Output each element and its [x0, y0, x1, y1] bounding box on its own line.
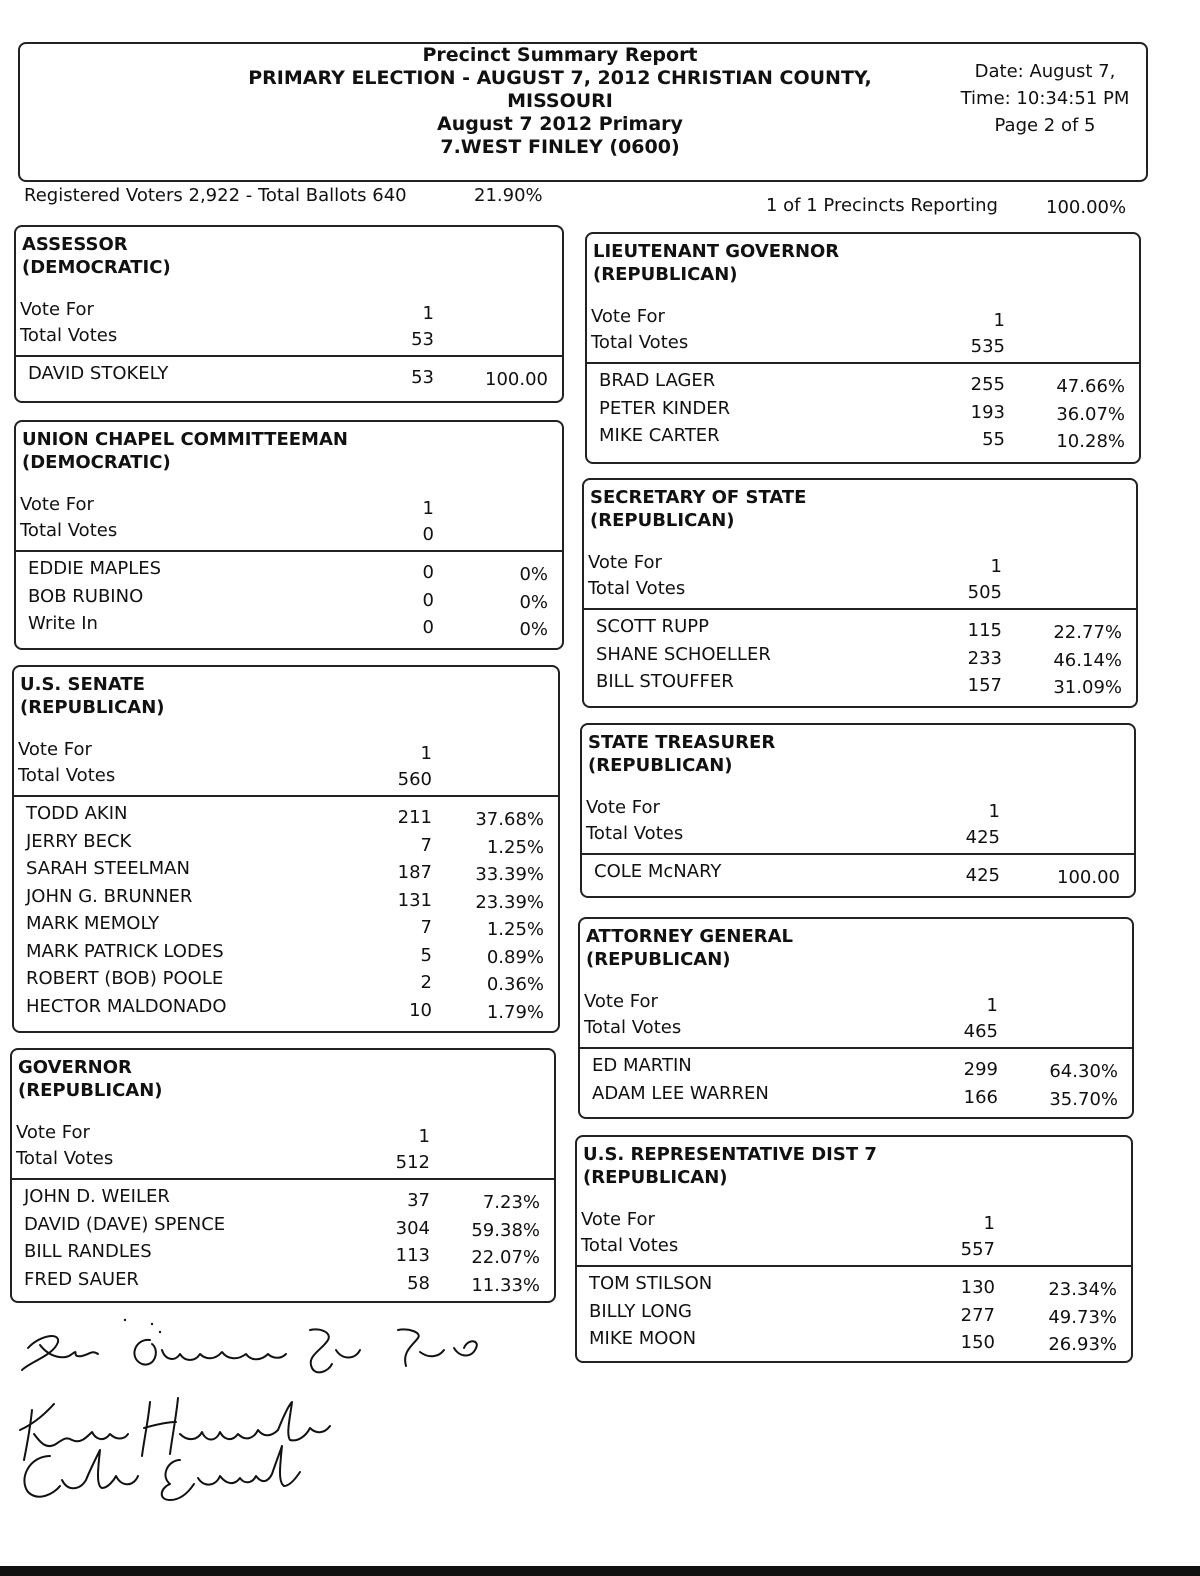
- total-votes-label: Total Votes: [16, 1148, 114, 1169]
- candidate-pct: 37.68%: [475, 809, 544, 830]
- candidate-votes: 304: [395, 1217, 430, 1239]
- bottom-scan-edge: [0, 1566, 1200, 1576]
- race-title: [22, 233, 171, 279]
- candidate-name: JOHN D. WEILER: [24, 1186, 170, 1207]
- candidate-votes: 130: [960, 1277, 995, 1298]
- race-divider: [580, 1047, 1132, 1049]
- vote-for-value: 1: [422, 303, 434, 324]
- race-title: [593, 240, 839, 286]
- candidate-name: PETER KINDER: [599, 397, 731, 419]
- total-votes-value: 53: [411, 329, 434, 350]
- vote-for-label: Vote For: [586, 797, 660, 818]
- candidate-votes: 7: [420, 834, 432, 856]
- candidate-votes: 0: [422, 617, 434, 638]
- candidate-pct: 35.70%: [1049, 1088, 1118, 1110]
- race-office: LIEUTENANT GOVERNOR: [593, 241, 840, 262]
- candidate-name: SHANE SCHOELLER: [596, 643, 771, 665]
- candidate-votes: 55: [982, 429, 1005, 450]
- vote-for-value: 1: [988, 801, 1000, 822]
- total-votes-value: 425: [965, 827, 1000, 848]
- candidate-pct: 1.79%: [486, 1001, 544, 1023]
- candidate-pct: 31.09%: [1053, 677, 1122, 698]
- race-divider: [12, 1178, 554, 1180]
- race-title: [583, 1143, 877, 1189]
- candidate-votes: 425: [965, 865, 1000, 886]
- vote-for-value: 1: [420, 743, 432, 764]
- candidate-name: BILL STOUFFER: [596, 671, 734, 692]
- vote-for-value: 1: [993, 310, 1005, 331]
- candidate-votes: 53: [411, 367, 434, 388]
- candidate-votes: 131: [397, 889, 432, 911]
- candidate-votes: 233: [967, 647, 1002, 669]
- race-party: (REPUBLICAN): [593, 264, 738, 285]
- race-party: (REPUBLICAN): [18, 1080, 163, 1101]
- candidate-votes: 113: [395, 1245, 430, 1266]
- report-page: Page 2 of 5: [994, 115, 1096, 136]
- total-votes-label: Total Votes: [588, 578, 686, 599]
- race-divider: [577, 1265, 1131, 1267]
- candidate-pct: 26.93%: [1048, 1334, 1117, 1355]
- candidate-name: SCOTT RUPP: [596, 616, 709, 637]
- candidate-pct: 11.33%: [471, 1274, 540, 1296]
- candidate-pct: 0%: [519, 564, 548, 585]
- total-votes-label: Total Votes: [591, 332, 689, 353]
- vote-for-label: Vote For: [18, 739, 92, 760]
- total-votes-value: 465: [963, 1021, 998, 1042]
- vote-for-label: Vote For: [584, 991, 658, 1012]
- total-votes-label: Total Votes: [20, 325, 118, 346]
- vote-for-label: Vote For: [581, 1209, 655, 1230]
- candidate-votes: 115: [967, 620, 1002, 641]
- candidate-votes: 150: [960, 1332, 995, 1353]
- race-governor: [10, 1048, 556, 1303]
- candidate-pct: 1.25%: [486, 836, 544, 858]
- candidate-name: BRAD LAGER: [599, 370, 716, 391]
- race-lieutenant-governor: [585, 232, 1141, 464]
- candidate-pct: 100.00: [485, 369, 548, 390]
- candidate-name: MARK MEMOLY: [26, 913, 160, 934]
- total-votes-label: Total Votes: [18, 765, 116, 786]
- precincts-reporting: 1 of 1 Precincts Reporting: [766, 195, 998, 216]
- race-divider: [584, 608, 1136, 610]
- race-party: (REPUBLICAN): [583, 1167, 728, 1188]
- candidate-votes: 2: [420, 972, 432, 993]
- race-title: [588, 731, 775, 777]
- candidate-pct: 10.28%: [1056, 431, 1125, 452]
- race-us-representative-dist-7: [575, 1135, 1133, 1363]
- title-line: MISSOURI: [507, 90, 613, 112]
- vote-for-value: 1: [422, 498, 434, 519]
- race-office: ASSESSOR: [22, 234, 128, 255]
- candidate-name: MIKE CARTER: [599, 425, 720, 446]
- candidate-votes: 58: [407, 1272, 430, 1294]
- race-office: UNION CHAPEL COMMITTEEMAN: [22, 429, 348, 450]
- report-title: [200, 44, 920, 159]
- candidate-name: BILLY LONG: [589, 1300, 693, 1322]
- candidate-name: TODD AKIN: [26, 803, 128, 824]
- race-union-chapel-committeeman: [14, 420, 564, 650]
- candidate-votes: 0: [422, 589, 434, 611]
- vote-for-label: Vote For: [588, 552, 662, 573]
- race-party: (DEMOCRATIC): [22, 257, 171, 278]
- candidate-pct: 22.07%: [471, 1247, 540, 1268]
- race-office: U.S. REPRESENTATIVE DIST 7: [583, 1144, 877, 1165]
- race-title: [18, 1056, 163, 1102]
- candidate-name: BOB RUBINO: [28, 585, 144, 607]
- race-title: [590, 486, 806, 532]
- candidate-votes: 10: [409, 999, 432, 1021]
- candidate-votes: 187: [397, 862, 432, 883]
- candidate-votes: 277: [960, 1304, 995, 1326]
- candidate-votes: 211: [397, 807, 432, 828]
- race-party: (REPUBLICAN): [588, 755, 733, 776]
- total-votes-label: Total Votes: [584, 1017, 682, 1038]
- candidate-pct: 0.36%: [486, 974, 544, 995]
- title-line: August 7 2012 Primary: [437, 113, 683, 135]
- candidate-name: JERRY BECK: [26, 830, 132, 852]
- race-divider: [16, 355, 562, 357]
- candidate-votes: 0: [422, 562, 434, 583]
- total-votes-value: 560: [397, 769, 432, 790]
- total-votes-label: Total Votes: [586, 823, 684, 844]
- race-party: (DEMOCRATIC): [22, 452, 171, 473]
- candidate-votes: 166: [963, 1086, 998, 1108]
- race-us-senate: [12, 665, 560, 1033]
- report-time: Time: 10:34:51 PM: [960, 88, 1130, 109]
- race-divider: [582, 853, 1134, 855]
- race-office: ATTORNEY GENERAL: [586, 926, 794, 947]
- registered-voters: Registered Voters 2,922 - Total Ballots 640: [24, 185, 407, 206]
- candidate-name: DAVID STOKELY: [28, 363, 169, 384]
- race-title: [586, 925, 793, 971]
- candidate-name: FRED SAUER: [24, 1268, 139, 1290]
- candidate-votes: 7: [420, 917, 432, 938]
- race-party: (REPUBLICAN): [590, 510, 735, 531]
- candidate-pct: 49.73%: [1048, 1306, 1117, 1328]
- race-office: SECRETARY OF STATE: [590, 487, 807, 508]
- candidate-pct: 1.25%: [486, 919, 544, 940]
- candidate-pct: 7.23%: [482, 1192, 540, 1213]
- total-votes-label: Total Votes: [581, 1235, 679, 1256]
- candidate-name: COLE McNARY: [594, 861, 722, 882]
- candidate-pct: 36.07%: [1056, 403, 1125, 425]
- candidate-pct: 22.77%: [1053, 622, 1122, 643]
- candidate-name: JOHN G. BRUNNER: [26, 885, 193, 907]
- total-votes-value: 505: [967, 582, 1002, 603]
- total-votes-value: 535: [970, 336, 1005, 357]
- candidate-votes: 5: [420, 944, 432, 966]
- total-votes-label: Total Votes: [20, 520, 118, 541]
- race-title: [20, 673, 165, 719]
- candidate-pct: 64.30%: [1049, 1061, 1118, 1082]
- candidate-name: EDDIE MAPLES: [28, 558, 162, 579]
- candidate-pct: 23.39%: [475, 891, 544, 913]
- candidate-name: MIKE MOON: [589, 1328, 697, 1349]
- candidate-name: BILL RANDLES: [24, 1241, 152, 1262]
- race-divider: [587, 362, 1139, 364]
- title-line: 7.WEST FINLEY (0600): [440, 136, 680, 158]
- race-party: (REPUBLICAN): [586, 949, 731, 970]
- race-secretary-of-state: [582, 478, 1138, 708]
- candidate-pct: 0%: [519, 619, 548, 640]
- vote-for-label: Vote For: [20, 494, 94, 515]
- report-meta: [945, 58, 1145, 139]
- candidate-pct: 46.14%: [1053, 649, 1122, 671]
- precincts-pct: 100.00%: [1046, 197, 1127, 218]
- candidate-votes: 37: [407, 1190, 430, 1211]
- race-divider: [14, 795, 558, 797]
- signatures-image: [10, 1310, 570, 1510]
- turnout-pct: 21.90%: [474, 185, 543, 206]
- vote-for-label: Vote For: [20, 299, 94, 320]
- candidate-pct: 33.39%: [475, 864, 544, 885]
- candidate-pct: 47.66%: [1056, 376, 1125, 397]
- candidate-pct: 0.89%: [486, 946, 544, 968]
- race-state-treasurer: [580, 723, 1136, 898]
- candidate-pct: 59.38%: [471, 1219, 540, 1241]
- vote-for-label: Vote For: [591, 306, 665, 327]
- vote-for-value: 1: [990, 556, 1002, 577]
- total-votes-value: 512: [395, 1152, 430, 1173]
- candidate-name: ED MARTIN: [592, 1055, 692, 1076]
- race-office: STATE TREASURER: [588, 732, 776, 753]
- vote-for-value: 1: [418, 1126, 430, 1147]
- candidate-name: TOM STILSON: [589, 1273, 713, 1294]
- race-office: U.S. SENATE: [20, 674, 145, 695]
- vote-for-value: 1: [983, 1213, 995, 1234]
- race-party: (REPUBLICAN): [20, 697, 165, 718]
- total-votes-value: 0: [422, 524, 434, 545]
- vote-for-label: Vote For: [16, 1122, 90, 1143]
- candidate-pct: 23.34%: [1048, 1279, 1117, 1300]
- race-assessor: [14, 225, 564, 403]
- candidate-name: HECTOR MALDONADO: [26, 995, 227, 1017]
- candidate-pct: 0%: [519, 591, 548, 613]
- vote-for-value: 1: [986, 995, 998, 1016]
- candidate-votes: 157: [967, 675, 1002, 696]
- title-line: Precinct Summary Report: [422, 44, 698, 66]
- race-office: GOVERNOR: [18, 1057, 132, 1078]
- candidate-name: SARAH STEELMAN: [26, 858, 190, 879]
- candidate-votes: 255: [970, 374, 1005, 395]
- candidate-name: Write In: [28, 613, 98, 634]
- report-date: Date: August 7,: [974, 61, 1116, 82]
- total-votes-value: 557: [960, 1239, 995, 1260]
- candidate-name: DAVID (DAVE) SPENCE: [24, 1213, 226, 1235]
- race-title: [22, 428, 348, 474]
- race-divider: [16, 550, 562, 552]
- candidate-name: ROBERT (BOB) POOLE: [26, 968, 224, 989]
- candidate-pct: 100.00: [1057, 867, 1120, 888]
- candidate-votes: 193: [970, 401, 1005, 423]
- candidate-name: ADAM LEE WARREN: [592, 1082, 769, 1104]
- race-attorney-general: [578, 917, 1134, 1119]
- title-line: PRIMARY ELECTION - AUGUST 7, 2012 CHRISTIAN COUNTY,: [248, 67, 872, 89]
- candidate-name: MARK PATRICK LODES: [26, 940, 224, 962]
- candidate-votes: 299: [963, 1059, 998, 1080]
